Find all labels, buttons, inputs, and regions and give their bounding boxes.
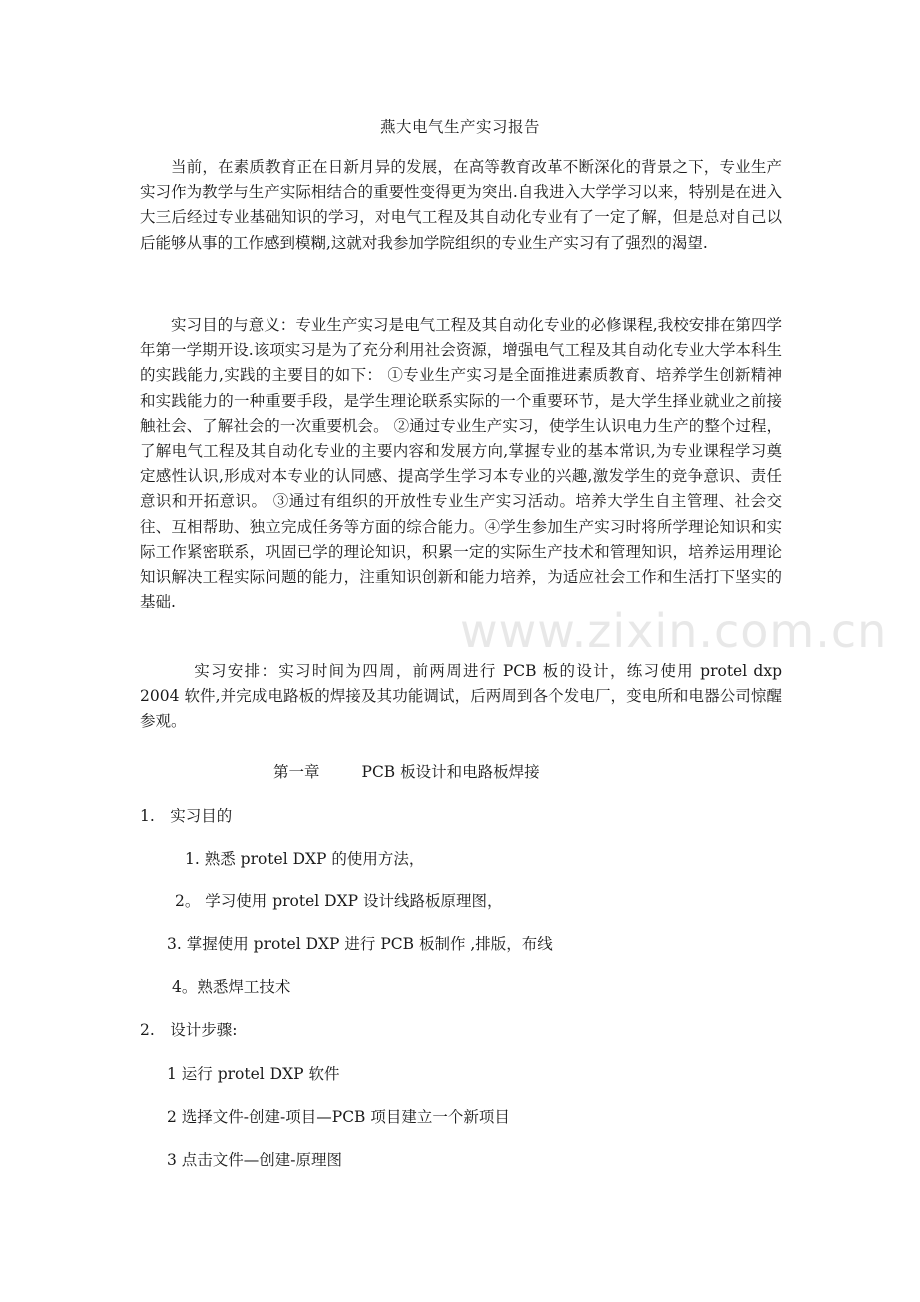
document-title: 燕大电气生产实习报告 — [379, 118, 540, 136]
list-item: 1. 熟悉 protel DXP 的使用方法， — [185, 850, 425, 868]
watermark: www.zixin.com.cn — [460, 604, 888, 658]
chapter-number: 第一章 — [273, 763, 320, 781]
chapter-heading — [273, 760, 540, 782]
chapter-title: PCB 板设计和电路板焊接 — [361, 763, 540, 781]
list-item: 2 选择文件-创建-项目—PCB 项目建立一个新项目 — [167, 1108, 510, 1126]
list-item: 3 点击文件—创建-原理图 — [167, 1151, 343, 1169]
list-item: 3. 掌握使用 protel DXP 进行 PCB 板制作 ,排版，布线 — [167, 935, 553, 953]
section-heading: 2. 设计步骤: — [140, 1021, 238, 1039]
section-heading: 1. 实习目的 — [140, 807, 233, 825]
purpose-paragraph: 实习目的与意义：专业生产实习是电气工程及其自动化专业的必修课程,我校安排在第四学年第一学期开设.该项实习是为了充分利用社会资源，增强电气工程及其自动化专业大学本科生的实践能力,实践的主要目的如下： ①专业生产实习是全面推进素质教育、培养学生创新精神和实践能力的一种重要手段，是学生理论联系实际的一个重要环节，是大学生择业就业之前接触社会、了解社会的一次重要机会。 ②通过专业生产实习，使学生认识电力生产的整个过程，了解电气工程及其自动化专业的主要内容和发展方向,掌握专业的基本常识,为专业课程学习奠定感性认识,形成对本专业的认同感、提高学生学习本专业的兴趣,激发学生的竞争意识、责任意识和开拓意识。 ③通过有组织的开放性专业生产实习活动。培养大学生自主管理、社会交往、互相帮助、独立完成任务等方面的综合能力。④学生参加生产实习时将所学理论知识和实际工作紧密联系，巩固已学的理论知识，积累一定的实际生产技术和管理知识，培养运用理论知识解决工程实际问题的能力，注重知识创新和能力培养，为适应社会工作和生活打下坚实的基础. — [140, 316, 782, 612]
intro-paragraph: 当前，在素质教育正在日新月异的发展，在高等教育改革不断深化的背景之下，专业生产实习作为教学与生产实际相结合的重要性变得更为突出.自我进入大学学习以来，特别是在进入大三后经过专业基础知识的学习，对电气工程及其自动化专业有了一定了解，但是总对自己以后能够从事的工作感到模糊,这就对我参加学院组织的专业生产实习有了强烈的渴望. — [140, 158, 782, 252]
list-item: 4。熟悉焊工技术 — [172, 978, 291, 996]
list-item: 2。 学习使用 protel DXP 设计线路板原理图， — [175, 892, 503, 910]
schedule-paragraph: 实习安排：实习时间为四周，前两周进行 PCB 板的设计，练习使用 protel dxp 2004 软件,并完成电路板的焊接及其功能调试，后两周到各个发电厂，变电所和电器公司惊醒参观。 — [140, 662, 782, 731]
list-item: 1 运行 protel DXP 软件 — [167, 1065, 340, 1083]
